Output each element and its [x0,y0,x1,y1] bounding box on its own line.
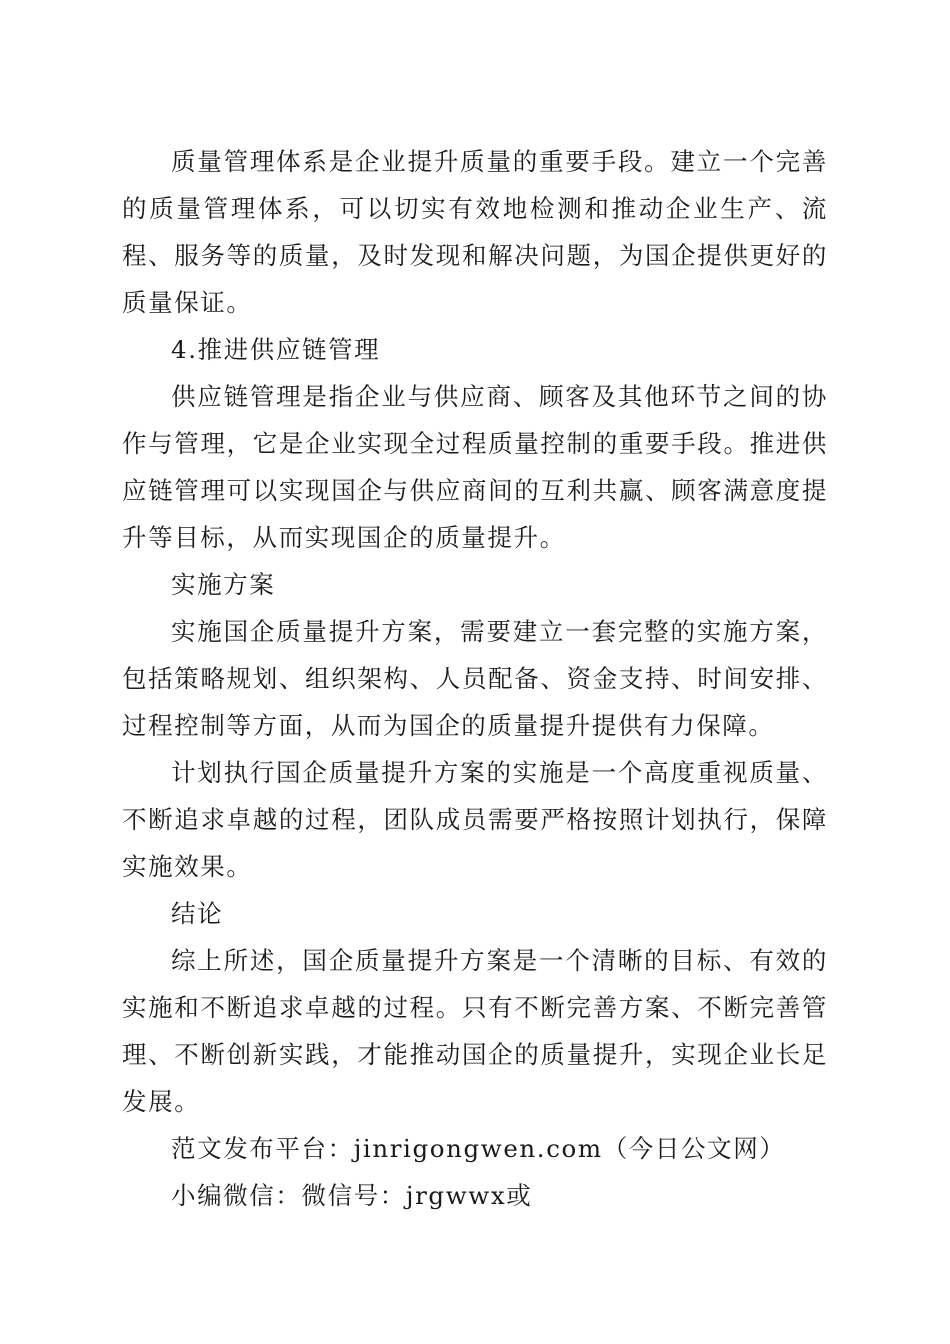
publisher-line: 范文发布平台：jinrigongwen.com（今日公文网） [171,1134,786,1163]
heading-conclusion: 结论 [171,899,224,928]
document-body [122,138,828,1219]
paragraph-implementation: 实施国企质量提升方案，需要建立一套完整的实施方案，包括策略规划、组织架构、人员配备、资金支持、时间安排、过程控制等方面，从而为国企的质量提升提供有力保障。 [122,617,828,740]
wechat-line: 小编微信：微信号：jrgwwx或 [171,1181,533,1210]
paragraph-supply-chain: 供应链管理是指企业与供应商、顾客及其他环节之间的协作与管理，它是企业实现全过程质量控制的重要手段。推进供应链管理可以实现国企与供应商间的互利共赢、顾客满意度提升等目标，从而实现国企的质量提升。 [122,382,828,552]
paragraph-conclusion: 综上所述，国企质量提升方案是一个清晰的目标、有效的实施和不断追求卓越的过程。只有不断完善方案、不断完善管理、不断创新实践，才能推动国企的质量提升，实现企业长足发展。 [122,946,828,1116]
paragraph-quality-system: 质量管理体系是企业提升质量的重要手段。建立一个完善的质量管理体系，可以切实有效地检测和推动企业生产、流程、服务等的质量，及时发现和解决问题，为国企提供更好的质量保证。 [122,147,828,317]
heading-supply-chain: 4.推进供应链管理 [171,335,381,364]
paragraph-execution: 计划执行国企质量提升方案的实施是一个高度重视质量、不断追求卓越的过程，团队成员需要严格按照计划执行，保障实施效果。 [122,758,828,881]
heading-implementation: 实施方案 [171,570,276,599]
